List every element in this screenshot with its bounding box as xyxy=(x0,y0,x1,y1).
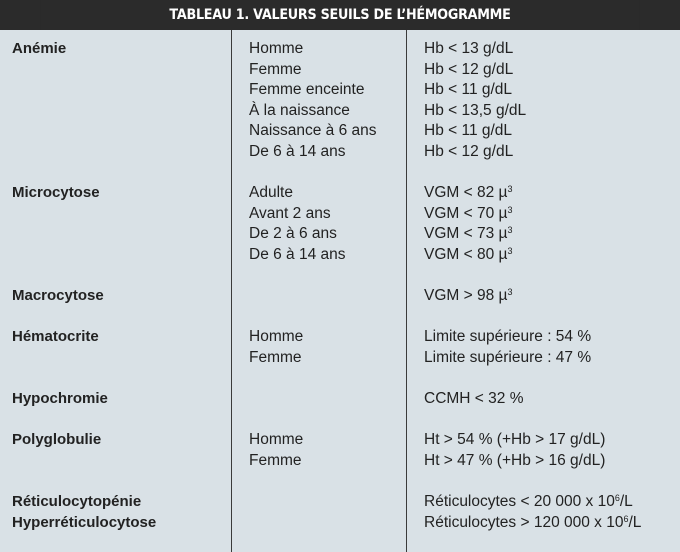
parameter-label: Hématocrite xyxy=(12,328,99,345)
threshold-value: Réticulocytes < 20 000 x $10^6/L$ xyxy=(424,493,633,510)
population-label: Naissance à 6 ans xyxy=(249,122,377,140)
threshold-cell xyxy=(424,430,605,471)
parameter-cell xyxy=(12,286,104,307)
table-header xyxy=(0,0,680,30)
threshold-value: Hb < 13,5 g/dL xyxy=(424,101,527,119)
population-cell xyxy=(249,430,303,471)
threshold-value: VGM < 82 µ$^3$ xyxy=(424,184,513,201)
threshold-value: Hb < 13 g/dL xyxy=(424,40,514,57)
population-label: Homme xyxy=(249,40,304,57)
threshold-value: CCMH < 32 % xyxy=(424,390,524,407)
parameter-label: Hypochromie xyxy=(12,390,108,407)
parameter-label: Macrocytose xyxy=(12,287,104,304)
threshold-value: Limite supérieure : 54 % xyxy=(424,328,592,345)
parameter-label: Polyglobulie xyxy=(12,431,102,448)
threshold-value: VGM < 73 µ$^3$ xyxy=(424,225,513,243)
threshold-value: Hb < 11 g/dL xyxy=(424,122,513,140)
threshold-cell xyxy=(424,389,524,410)
population-label: Femme enceinte xyxy=(249,81,365,99)
threshold-cell xyxy=(424,39,526,163)
population-label: Homme xyxy=(249,431,304,448)
threshold-cell xyxy=(424,492,641,533)
parameter-label: Anémie xyxy=(12,40,67,57)
threshold-cell xyxy=(424,286,512,307)
table-title: TABLEAU 1. VALEURS SEUILS DE L’HÉMOGRAMME xyxy=(41,0,639,30)
population-label: Homme xyxy=(249,328,304,345)
threshold-cell xyxy=(424,327,591,368)
population-cell xyxy=(249,183,346,265)
column-divider xyxy=(231,30,232,552)
thresholds-table xyxy=(0,30,680,552)
parameter-label: Hyperréticulocytose xyxy=(12,513,157,531)
population-label: Adulte xyxy=(249,184,293,201)
threshold-value: Hb < 12 g/dL xyxy=(424,60,514,78)
population-label: Femme xyxy=(249,60,302,78)
threshold-value: Hb < 11 g/dL xyxy=(424,81,513,99)
threshold-value: Ht > 54 % (+Hb > 17 g/dL) xyxy=(424,431,606,448)
threshold-value: VGM < 80 µ$^3$ xyxy=(424,245,513,263)
parameter-cell xyxy=(12,183,100,204)
population-label: À la naissance xyxy=(249,101,350,119)
population-label: Femme xyxy=(249,348,302,366)
population-label: De 6 à 14 ans xyxy=(249,142,346,160)
population-label: Femme xyxy=(249,451,302,469)
threshold-cell xyxy=(424,183,512,265)
parameter-cell xyxy=(12,39,66,60)
threshold-value: VGM > 98 µ$^3$ xyxy=(424,287,513,304)
column-divider xyxy=(406,30,407,552)
population-label: De 2 à 6 ans xyxy=(249,225,337,243)
parameter-cell xyxy=(12,492,156,533)
threshold-value: VGM < 70 µ$^3$ xyxy=(424,204,513,222)
population-label: De 6 à 14 ans xyxy=(249,245,346,263)
threshold-value: Hb < 12 g/dL xyxy=(424,142,514,160)
population-cell xyxy=(249,327,303,368)
threshold-value: Limite supérieure : 47 % xyxy=(424,348,592,366)
parameter-label: Microcytose xyxy=(12,184,100,201)
parameter-cell xyxy=(12,327,99,348)
population-label: Avant 2 ans xyxy=(249,204,331,222)
threshold-value: Réticulocytes > 120 000 x $10^6/L$ xyxy=(424,513,642,531)
parameter-cell xyxy=(12,389,108,410)
threshold-value: Ht > 47 % (+Hb > 16 g/dL) xyxy=(424,451,606,469)
parameter-cell xyxy=(12,430,101,451)
parameter-label: Réticulocytopénie xyxy=(12,493,142,510)
population-cell xyxy=(249,39,377,163)
